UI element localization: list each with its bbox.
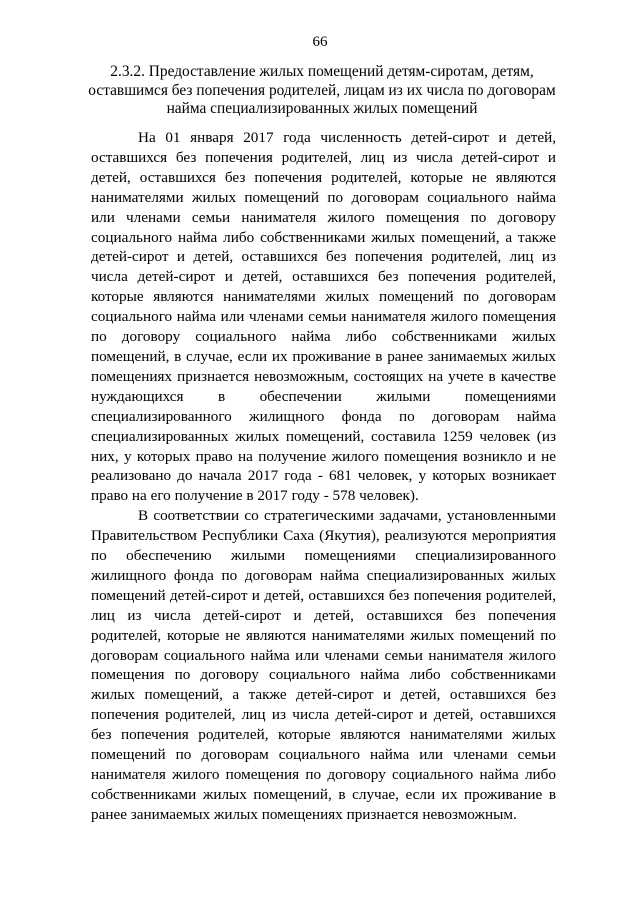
paragraph-orphan-statistics: На 01 января 2017 года численность детей-сирот и детей, оставшихся без попечения родителей, лиц из числа детей-сирот и детей, оставшихся без попечения родителей, которые не являются нанимателями жилых помещений по договорам социального найма или членами семьи нанимателя жилого помещения по договору социального найма либо собственниками жилых помещений, а также детей-сирот и детей, оставшихся без попечения родителей, лиц из числа детей-сирот и детей, оставшихся без попечения родителей, которые являются нанимателями жилых помещений по договорам социального найма или членами семьи нанимателя жилого помещения по договору социального найма либо собственниками жилых помещений, в случае, если их проживание в ранее занимаемых жилых помещениях признается невозможным, состоящих на учете в качестве нуждающихся в обеспечении жилыми помещениями специализированного жилищного фонда по договорам найма специализированных жилых помещений, составила 1259 человек (из них, у которых право на получение жилого помещения возникло и не реализовано до начала 2017 года - 681 человек, у которых возникает право на его получение в 2017 году - 578 человек). <box>91 129 556 505</box>
section-heading: 2.3.2. Предоставление жилых помещений детям-сиротам, детям, оставшимся без попечения родителей, лицам из их числа по договорам найма специализированных жилых помещений <box>88 63 556 117</box>
paragraph-government-measures: В соответствии со стратегическими задачами, установленными Правительством Республики Саха (Якутия), реализуются мероприятия по обеспечению жилыми помещениями специализированного жилищного фонда по договорам найма специализированных жилых помещений детей-сирот и детей, оставшихся без попечения родителей, лиц из числа детей-сирот и детей, оставшихся без попечения родителей, которые не являются нанимателями жилых помещений по договорам социального найма или членами семьи нанимателя жилого помещения по договору социального найма либо собственниками жилых помещений, а также детей-сирот и детей, оставшихся без попечения родителей, лиц из числа детей-сирот и детей, оставшихся без попечения родителей, которые являются нанимателями жилых помещений по договорам социального найма или членами семьи нанимателя жилого помещения по договору социального найма либо собственниками жилых помещений, в случае, если их проживание в ранее занимаемых жилых помещениях признается невозможным. <box>91 507 556 823</box>
page-number: 66 <box>312 34 328 50</box>
document-body <box>91 128 556 825</box>
